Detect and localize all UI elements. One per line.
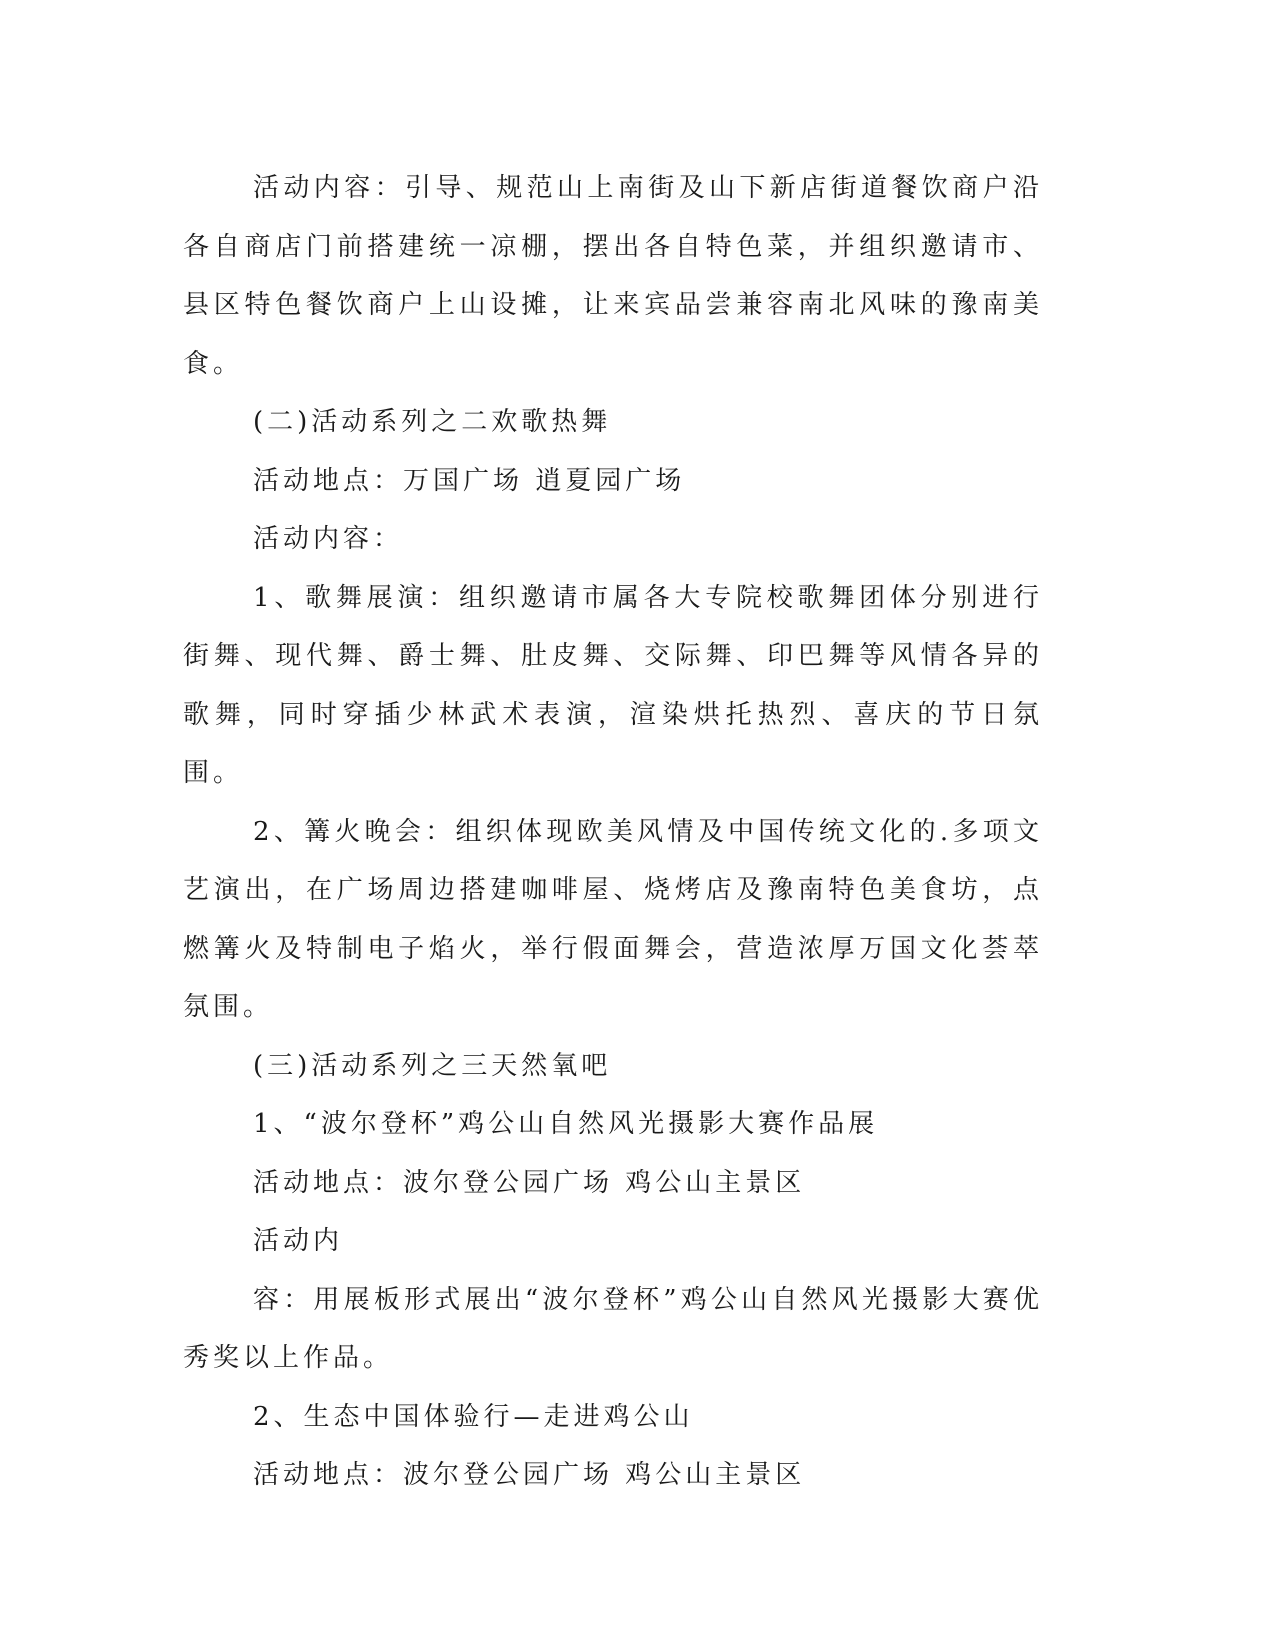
heading-series-three: (三)活动系列之三天然氧吧 <box>253 1050 612 1081</box>
heading-series-two: (二)活动系列之二欢歌热舞 <box>253 407 612 437</box>
paragraph-location-boerdeng-2: 活动地点：波尔登公园广场 鸡公山主景区 <box>253 1460 806 1490</box>
paragraph-location-boerdeng-1: 活动地点：波尔登公园广场 鸡公山主景区 <box>253 1167 806 1198</box>
paragraph-activity-content-label: 活动内容： <box>253 524 404 554</box>
paragraph-exhibition-content: 容：用展板形式展出“波尔登杯”鸡公山自然风光摄影大赛优秀奖以上作品。 <box>183 1284 1043 1373</box>
paragraph-photo-exhibition: 1、“波尔登杯”鸡公山自然风光摄影大赛作品展 <box>253 1109 879 1139</box>
paragraph-eco-china-tour: 2、生态中国体验行—走进鸡公山 <box>253 1401 694 1432</box>
paragraph-activity-content-split: 活动内 <box>253 1226 344 1256</box>
paragraph-bonfire-party: 2、篝火晚会：组织体现欧美风情及中国传统文化的.多项文艺演出，在广场周边搭建咖啡屋、烧烤店及豫南特色美食坊，点燃篝火及特制电子焰火，举行假面舞会，营造浓厚万国文化荟萃氛围。 <box>183 816 1043 1022</box>
paragraph-location-wanguo: 活动地点：万国广场 逍夏园广场 <box>253 465 686 496</box>
document-body <box>183 159 1043 1505</box>
paragraph-activity-content-food: 活动内容：引导、规范山上南街及山下新店街道餐饮商户沿各自商店门前搭建统一凉棚，摆出各自特色菜，并组织邀请市、县区特色餐饮商户上山设摊，让来宾品尝兼容南北风味的豫南美食。 <box>183 173 1043 379</box>
paragraph-song-dance-show: 1、歌舞展演：组织邀请市属各大专院校歌舞团体分别进行街舞、现代舞、爵士舞、肚皮舞、交际舞、印巴舞等风情各异的歌舞，同时穿插少林武术表演，渲染烘托热烈、喜庆的节日氛围。 <box>183 582 1043 788</box>
